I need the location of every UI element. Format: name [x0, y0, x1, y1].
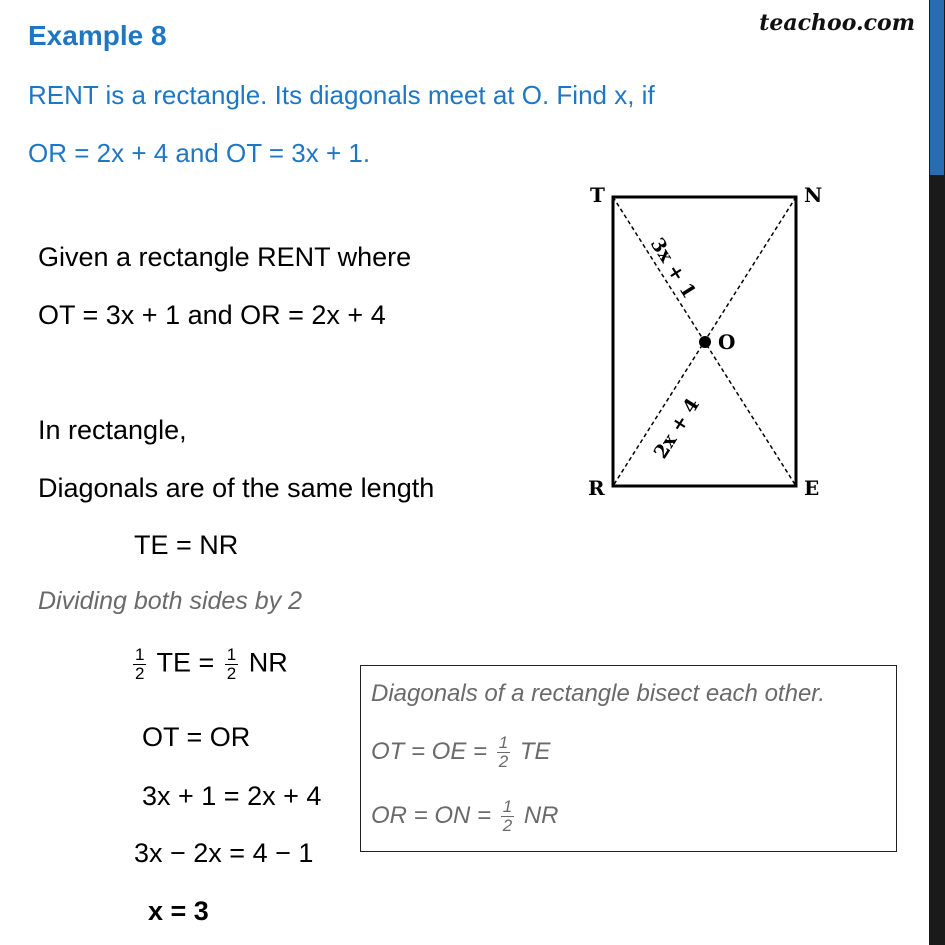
info-box-line2: OT = OE = $\frac{1}{2}$ TE — [371, 733, 551, 771]
label-ot-length: 3x + 1 — [645, 233, 701, 303]
diagonals-same-text: Diagonals are of the same length — [38, 473, 435, 503]
label-e: E — [804, 476, 820, 500]
problem-statement-line1: RENT is a rectangle. Its diagonals meet at O. Find x, if — [28, 80, 655, 110]
fraction-half-1: $\frac{1}{2}$ — [135, 645, 145, 683]
te-equals-nr: TE = NR — [134, 530, 239, 560]
teachoo-logo: teachoo.com — [759, 10, 915, 36]
fraction-half-3: $\frac{1}{2}$ — [498, 733, 509, 771]
ot-equals-or: OT = OR — [142, 722, 251, 752]
label-o: O — [718, 330, 736, 354]
info-box-line1: Diagonals of a rectangle bisect each other. — [371, 680, 826, 707]
info-box — [360, 665, 897, 852]
label-r: R — [588, 476, 605, 500]
label-t: T — [590, 183, 605, 207]
given-line1: Given a rectangle RENT where — [38, 242, 412, 272]
equation-step2: 3x − 2x = 4 − 1 — [134, 838, 314, 868]
answer: x = 3 — [148, 896, 209, 926]
equation-step1: 3x + 1 = 2x + 4 — [142, 781, 322, 811]
dividing-note: Dividing both sides by 2 — [38, 587, 303, 615]
rectangle-figure — [580, 175, 840, 505]
in-rectangle-text: In rectangle, — [38, 415, 187, 445]
info-box-line3: OR = ON = $\frac{1}{2}$ NR — [371, 797, 559, 835]
label-n: N — [804, 183, 823, 207]
fraction-half-4: $\frac{1}{2}$ — [502, 797, 513, 835]
fraction-half-2: $\frac{1}{2}$ — [226, 645, 237, 683]
given-line2: OT = 3x + 1 and OR = 2x + 4 — [38, 300, 386, 330]
page-title: Example 8 — [28, 20, 167, 51]
point-o — [699, 336, 711, 348]
label-or-length: 2x + 4 — [649, 394, 704, 463]
half-equation: $\frac{1}{2}$ TE = $\frac{1}{2}$ NR — [135, 645, 288, 683]
scrollbar-thumb[interactable] — [930, 0, 944, 175]
problem-statement-line2: OR = 2x + 4 and OT = 3x + 1. — [28, 138, 371, 168]
